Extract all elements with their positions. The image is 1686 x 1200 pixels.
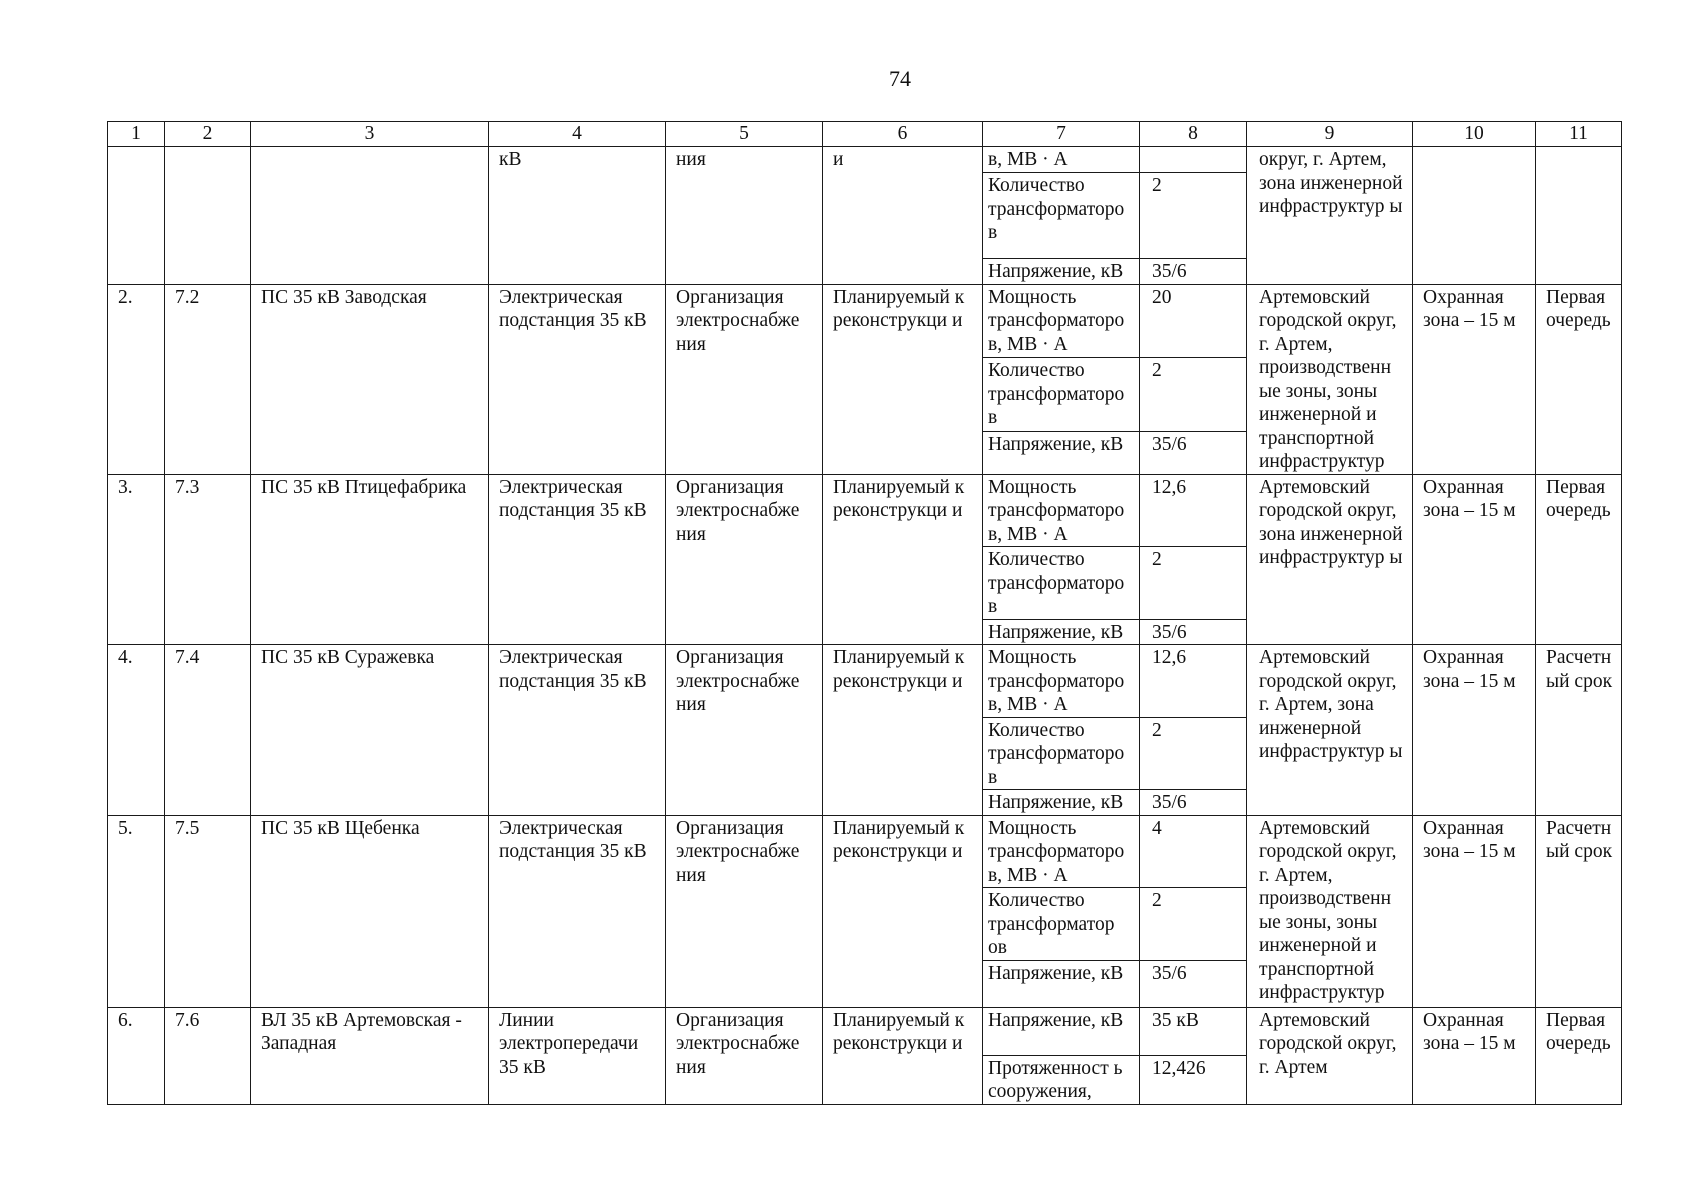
page-number: 74 xyxy=(889,66,911,91)
stage-cell xyxy=(1536,147,1622,285)
param-value: 35/6 xyxy=(1140,960,1247,1007)
column-number-1: 1 xyxy=(108,122,165,147)
cell-c2 xyxy=(165,147,251,285)
cell-c3 xyxy=(251,147,489,285)
cell-c2: 7.3 xyxy=(165,474,251,645)
param-value: 20 xyxy=(1140,284,1247,358)
column-number-11: 11 xyxy=(1536,122,1622,147)
param-name: Количество трансформаторо в xyxy=(983,547,1140,620)
cell-c3: ПС 35 кВ Птицефабрика xyxy=(251,474,489,645)
cell-c1: 3. xyxy=(108,474,165,645)
param-value: 12,6 xyxy=(1140,474,1247,547)
zone-cell: Охранная зона – 15 м xyxy=(1413,815,1536,1007)
zone-cell xyxy=(1413,147,1536,285)
column-number-7: 7 xyxy=(983,122,1140,147)
column-number-8: 8 xyxy=(1140,122,1247,147)
param-value: 35/6 xyxy=(1140,259,1247,285)
zone-cell: Охранная зона – 15 м xyxy=(1413,284,1536,474)
param-name: Мощность трансформаторо в, МВ · А xyxy=(983,284,1140,358)
param-name: Количество трансформаторо в xyxy=(983,173,1140,259)
param-name: Количество трансформатор ов xyxy=(983,888,1140,961)
param-name: Протяженност ь сооружения, xyxy=(983,1055,1140,1104)
param-name: Количество трансформаторо в xyxy=(983,358,1140,432)
column-number-3: 3 xyxy=(251,122,489,147)
column-number-9: 9 xyxy=(1247,122,1413,147)
param-value: 2 xyxy=(1140,717,1247,790)
zone-cell: Охранная зона – 15 м xyxy=(1413,474,1536,645)
param-value: 35/6 xyxy=(1140,619,1247,645)
param-value: 2 xyxy=(1140,888,1247,961)
stage-cell: Расчетн ый срок xyxy=(1536,645,1622,816)
zone-cell: Охранная зона – 15 м xyxy=(1413,645,1536,816)
table-row xyxy=(108,474,1622,547)
stage-cell: Первая очередь xyxy=(1536,1007,1622,1104)
stage-cell: Первая очередь xyxy=(1536,284,1622,474)
planned-objects-table xyxy=(107,121,1622,1105)
param-name: Напряжение, кВ xyxy=(983,259,1140,285)
cell-c3: ПС 35 кВ Суражевка xyxy=(251,645,489,816)
cell-c1: 4. xyxy=(108,645,165,816)
table-row xyxy=(108,284,1622,358)
cell-c6: Планируемый к реконструкци и xyxy=(823,474,983,645)
param-name: Напряжение, кВ xyxy=(983,431,1140,474)
cell-c6: и xyxy=(823,147,983,285)
cell-c5: Организация электроснабже ния xyxy=(666,284,823,474)
cell-c4: Линии электропередачи 35 кВ xyxy=(489,1007,666,1104)
param-name: Мощность трансформаторо в, МВ · А xyxy=(983,815,1140,888)
cell-c6: Планируемый к реконструкци и xyxy=(823,1007,983,1104)
param-value: 12,426 xyxy=(1140,1055,1247,1104)
cell-c6: Планируемый к реконструкци и xyxy=(823,645,983,816)
location-cell: Артемовский городской округ, г. Артем, производственн ые зоны, зоны инженерной и транспортной инфраструктур xyxy=(1247,284,1413,474)
cell-c6: Планируемый к реконструкци и xyxy=(823,284,983,474)
param-value: 12,6 xyxy=(1140,645,1247,718)
param-name: Напряжение, кВ xyxy=(983,619,1140,645)
param-value: 2 xyxy=(1140,358,1247,432)
cell-c2: 7.4 xyxy=(165,645,251,816)
column-number-5: 5 xyxy=(666,122,823,147)
column-number-6: 6 xyxy=(823,122,983,147)
param-value xyxy=(1140,147,1247,173)
column-number-4: 4 xyxy=(489,122,666,147)
param-value: 4 xyxy=(1140,815,1247,888)
location-cell: Артемовский городской округ, зона инженерной инфраструктур ы xyxy=(1247,474,1413,645)
cell-c5: ния xyxy=(666,147,823,285)
param-name: Напряжение, кВ xyxy=(983,790,1140,816)
cell-c2: 7.6 xyxy=(165,1007,251,1104)
location-cell: округ, г. Артем, зона инженерной инфраструктур ы xyxy=(1247,147,1413,285)
stage-cell: Первая очередь xyxy=(1536,474,1622,645)
cell-c1: 6. xyxy=(108,1007,165,1104)
param-value: 2 xyxy=(1140,547,1247,620)
cell-c3: ПС 35 кВ Заводская xyxy=(251,284,489,474)
location-cell: Артемовский городской округ, г. Артем, производственн ые зоны, зоны инженерной и транспортной инфраструктур xyxy=(1247,815,1413,1007)
zone-cell: Охранная зона – 15 м xyxy=(1413,1007,1536,1104)
table-row xyxy=(108,1007,1622,1055)
cell-c4: Электрическая подстанция 35 кВ xyxy=(489,474,666,645)
cell-c1 xyxy=(108,147,165,285)
param-value: 35/6 xyxy=(1140,431,1247,474)
cell-c3: ВЛ 35 кВ Артемовская - Западная xyxy=(251,1007,489,1104)
param-name: Количество трансформаторо в xyxy=(983,717,1140,790)
cell-c1: 5. xyxy=(108,815,165,1007)
param-name: Напряжение, кВ xyxy=(983,1007,1140,1055)
param-value: 35 кВ xyxy=(1140,1007,1247,1055)
location-cell: Артемовский городской округ, г. Артем, зона инженерной инфраструктур ы xyxy=(1247,645,1413,816)
header-row xyxy=(108,122,1622,147)
cell-c4: кВ xyxy=(489,147,666,285)
cell-c4: Электрическая подстанция 35 кВ xyxy=(489,815,666,1007)
table-row xyxy=(108,147,1622,173)
stage-cell: Расчетн ый срок xyxy=(1536,815,1622,1007)
param-name: в, МВ · А xyxy=(983,147,1140,173)
cell-c6: Планируемый к реконструкци и xyxy=(823,815,983,1007)
column-number-2: 2 xyxy=(165,122,251,147)
cell-c5: Организация электроснабже ния xyxy=(666,645,823,816)
table-body xyxy=(108,122,1622,1105)
param-name: Мощность трансформаторо в, МВ · А xyxy=(983,474,1140,547)
cell-c5: Организация электроснабже ния xyxy=(666,1007,823,1104)
param-value: 2 xyxy=(1140,173,1247,259)
location-cell: Артемовский городской округ, г. Артем xyxy=(1247,1007,1413,1104)
cell-c5: Организация электроснабже ния xyxy=(666,815,823,1007)
param-name: Напряжение, кВ xyxy=(983,960,1140,1007)
column-number-10: 10 xyxy=(1413,122,1536,147)
table-row xyxy=(108,645,1622,718)
cell-c2: 7.5 xyxy=(165,815,251,1007)
cell-c4: Электрическая подстанция 35 кВ xyxy=(489,645,666,816)
table-row xyxy=(108,815,1622,888)
cell-c1: 2. xyxy=(108,284,165,474)
param-name: Мощность трансформаторо в, МВ · А xyxy=(983,645,1140,718)
cell-c3: ПС 35 кВ Щебенка xyxy=(251,815,489,1007)
cell-c4: Электрическая подстанция 35 кВ xyxy=(489,284,666,474)
param-value: 35/6 xyxy=(1140,790,1247,816)
cell-c5: Организация электроснабже ния xyxy=(666,474,823,645)
cell-c2: 7.2 xyxy=(165,284,251,474)
